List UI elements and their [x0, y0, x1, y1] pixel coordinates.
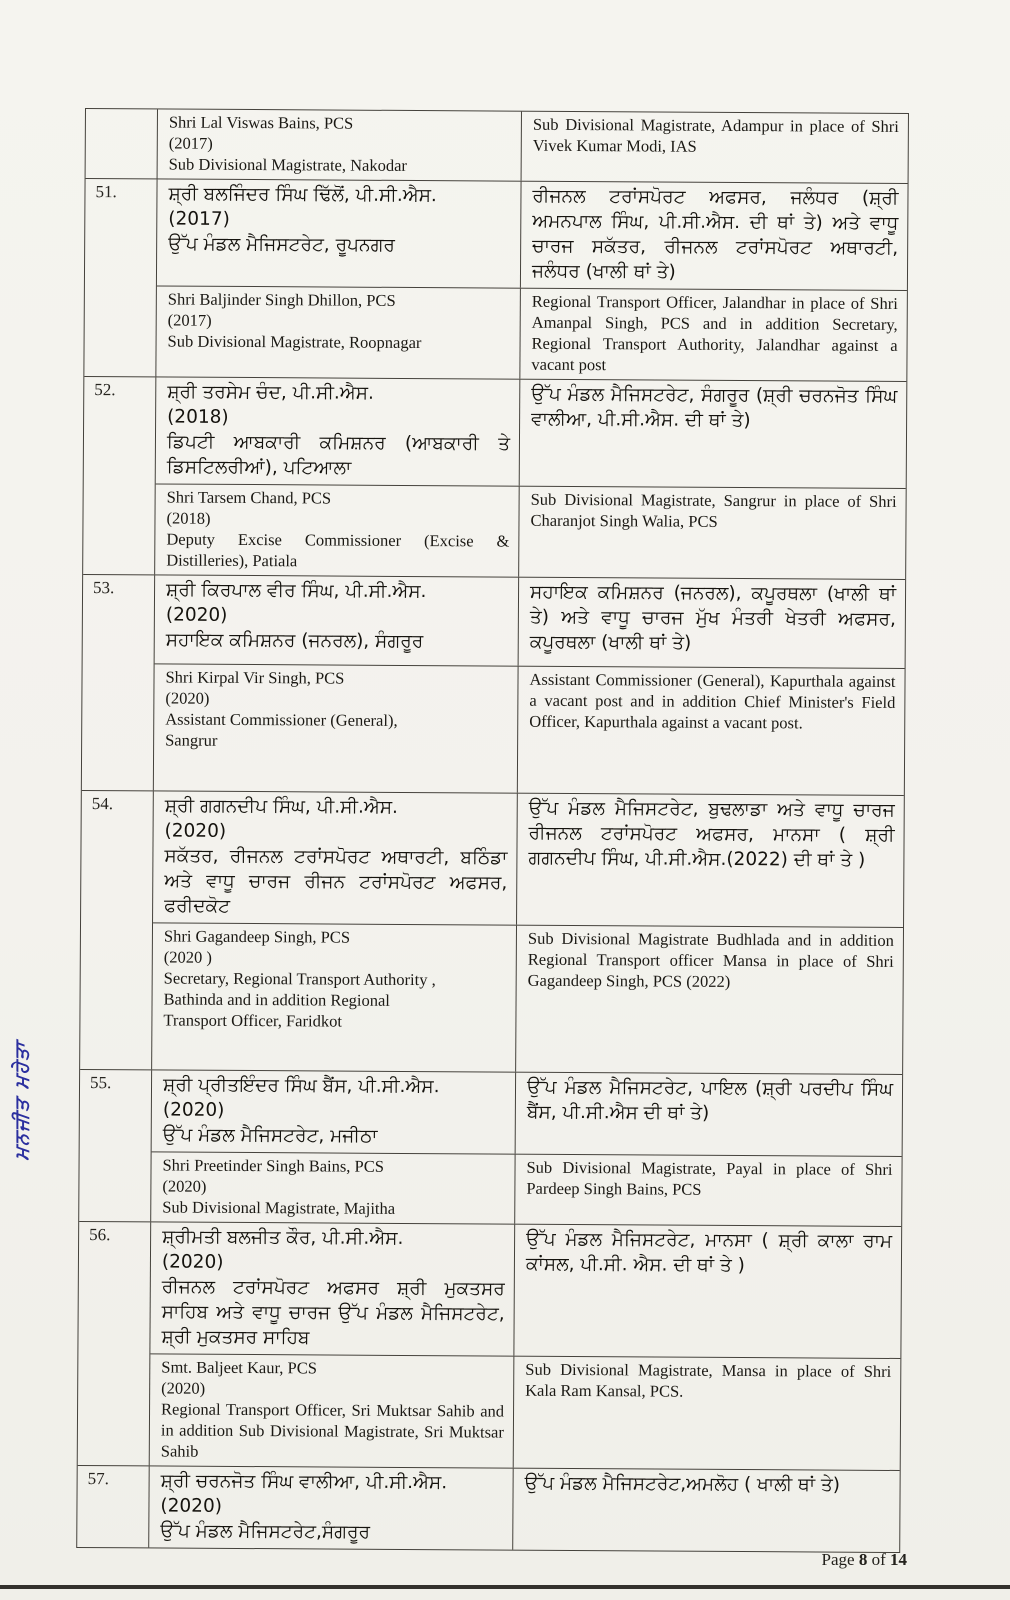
posting-cell-english: Sub Divisional Magistrate, Adampur in place of Shri Vivek Kumar Modi, IAS [532, 114, 899, 156]
posting-cell-punjabi: ਸਹਾਇਕ ਕਮਿਸ਼ਨਰ (ਜਨਰਲ), ਕਪੂਰਥਲਾ (ਖਾਲੀ ਥਾਂ ਤੇ) ਅਤੇ ਵਾਧੂ ਚਾਰਜ ਮੁੱਖ ਮੰਤਰੀ ਖੇਤਰੀ ਅਫਸਰ, ਕਪੂਰਥਲਾ (ਖਾਲੀ ਥਾਂ ਤੇ) [529, 581, 897, 654]
officer-cell-english: Shri Kirpal Vir Singh, PCS (2020) Assistant Commissioner (General), Sangrur [154, 664, 519, 792]
table-row [80, 791, 904, 1075]
posting-cell-english: Sub Divisional Magistrate, Payal in place of Shri Pardeep Singh Bains, PCS [526, 1157, 893, 1199]
officer-cell-english: Shri Gagandeep Singh, PCS (2020 ) Secretary, Regional Transport Authority , Bathinda and in addition Regional Transport Officer, Faridkot [152, 923, 517, 1071]
transfer-orders-table [76, 108, 909, 1553]
table-row [84, 179, 907, 382]
serial-cell: 57. [77, 1466, 149, 1547]
table-row [86, 109, 908, 184]
table-row [83, 377, 906, 580]
serial-cell: 51. [84, 179, 157, 376]
officer-cell-punjabi: ਸ਼੍ਰੀਮਤੀ ਬਲਜੀਤ ਕੌਰ, ਪੀ.ਸੀ.ਐਸ. (2020) ਰੀਜਨਲ ਟਰਾਂਸਪੋਰਟ ਅਫਸਰ ਸ਼੍ਰੀ ਮੁਕਤਸਰ ਸਾਹਿਬ ਅਤੇ ਵਾਧੂ ਚਾਰਜ ਉੱਪ ਮੰਡਲ ਮੈਜਿਸਟਰੇਟ, ਸ਼੍ਰੀ ਮੁਕਤਸਰ ਸਾਹਿਬ [150, 1222, 515, 1355]
table-row [78, 1222, 901, 1471]
bottom-scan-line [0, 1585, 1010, 1589]
officer-cell-english: Shri Baljinder Singh Dhillon, PCS (2017) Sub Divisional Magistrate, Roopnagar [156, 286, 521, 378]
table-row [79, 1070, 902, 1227]
posting-cell-english: Assistant Commissioner (General), Kapurthala against a vacant post and in addition Chief Minister's Field Officer, Kapurthala against a vacant post. [529, 669, 896, 733]
officer-cell-english: Shri Lal Viswas Bains, PCS (2017) Sub Divisional Magistrate, Nakodar [158, 109, 522, 180]
posting-cell-english: Sub Divisional Magistrate, Mansa in place of Shri Kala Ram Kansal, PCS. [525, 1359, 892, 1401]
serial-cell: 54. [80, 791, 154, 1069]
handwritten-margin-note: ਮਨਜੀਤ ਮਹੇਤਾ [11, 1039, 33, 1162]
posting-cell-punjabi: ਰੀਜਨਲ ਟਰਾਂਸਪੋਰਟ ਅਫਸਰ, ਜਲੰਧਰ (ਸ਼੍ਰੀ ਅਮਨਪਾਲ ਸਿੰਘ, ਪੀ.ਸੀ.ਐਸ. ਦੀ ਥਾਂ ਤੇ) ਅਤੇ ਵਾਧੂ ਚਾਰਜ ਸਕੱਤਰ, ਰੀਜਨਲ ਟਰਾਂਸਪੋਰਟ ਅਥਾਰਟੀ, ਜਲੰਧਰ (ਖਾਲੀ ਥਾਂ ਤੇ) [531, 185, 899, 283]
officer-cell-punjabi: ਸ਼੍ਰੀ ਬਲਜਿੰਦਰ ਸਿੰਘ ਢਿੱਲੋਂ, ਪੀ.ਸੀ.ਐਸ. (2017) ਉੱਪ ਮੰਡਲ ਮੈਜਿਸਟਰੇਟ, ਰੂਪਨਗਰ [157, 179, 522, 287]
page-total: 14 [890, 1550, 907, 1569]
page-footer-prefix: Page [821, 1550, 859, 1569]
officer-cell-punjabi: ਸ਼੍ਰੀ ਗਗਨਦੀਪ ਸਿੰਘ, ਪੀ.ਸੀ.ਐਸ. (2020) ਸਕੱਤਰ, ਰੀਜਨਲ ਟਰਾਂਸਪੋਰਟ ਅਥਾਰਟੀ, ਬਠਿੰਡਾ ਅਤੇ ਵਾਧੂ ਚਾਰਜ ਰੀਜਨ ਟਰਾਂਸਪੋਰਟ ਅਫਸਰ, ਫਰੀਦਕੋਟ [153, 791, 518, 924]
serial-cell: 56. [78, 1222, 151, 1465]
serial-cell: 55. [79, 1070, 152, 1221]
posting-cell-english: Regional Transport Officer, Jalandhar in place of Shri Amanpal Singh, PCS and in addition Secretary, Regional Transport Authority, Jalandhar against a vacant post [531, 291, 898, 375]
posting-cell-punjabi: ਉੱਪ ਮੰਡਲ ਮੈਜਿਸਟਰੇਟ, ਬੁਢਲਾਡਾ ਅਤੇ ਵਾਧੂ ਚਾਰਜ ਰੀਜਨਲ ਟਰਾਂਸਪੋਰਟ ਅਫਸਰ, ਮਾਨਸਾ ( ਸ਼੍ਰੀ ਗਗਨਦੀਪ ਸਿੰਘ, ਪੀ.ਸੀ.ਐਸ.(2022) ਦੀ ਥਾਂ ਤੇ ) [528, 797, 895, 871]
table-row [82, 575, 905, 796]
posting-cell-english: Sub Divisional Magistrate, Sangrur in place of Shri Charanjot Singh Walia, PCS [530, 489, 897, 531]
officer-cell-punjabi: ਸ਼੍ਰੀ ਪ੍ਰੀਤਇੰਦਰ ਸਿੰਘ ਬੈਂਸ, ਪੀ.ਸੀ.ਐਸ. (2020) ਉੱਪ ਮੰਡਲ ਮੈਜਿਸਟਰੇਟ, ਮਜੀਠਾ [152, 1070, 516, 1153]
serial-cell: 52. [83, 377, 156, 574]
page-footer-of: of [867, 1550, 890, 1569]
page-footer [822, 1550, 907, 1570]
officer-cell-english: Shri Tarsem Chand, PCS (2018) Deputy Excise Commissioner (Excise & Distilleries), Patiala [155, 484, 520, 576]
posting-cell-punjabi: ਉੱਪ ਮੰਡਲ ਮੈਜਿਸਟਰੇਟ,ਅਮਲੋਹ ( ਖਾਲੀ ਥਾਂ ਤੇ) [524, 1472, 841, 1496]
posting-cell-punjabi: ਉੱਪ ਮੰਡਲ ਮੈਜਿਸਟਰੇਟ, ਪਾਇਲ (ਸ਼੍ਰੀ ਪਰਦੀਪ ਸਿੰਘ ਬੈਂਸ, ਪੀ.ਸੀ.ਐਸ ਦੀ ਥਾਂ ਤੇ) [526, 1076, 894, 1124]
officer-cell-punjabi: ਸ਼੍ਰੀ ਕਿਰਪਾਲ ਵੀਰ ਸਿੰਘ, ਪੀ.ਸੀ.ਐਸ. (2020) ਸਹਾਇਕ ਕਮਿਸ਼ਨਰ (ਜਨਰਲ), ਸੰਗਰੂਰ [155, 575, 520, 665]
officer-cell-punjabi: ਸ਼੍ਰੀ ਚਰਨਜੋਤ ਸਿੰਘ ਵਾਲੀਆ, ਪੀ.ਸੀ.ਐਸ. (2020) ਉੱਪ ਮੰਡਲ ਮੈਜਿਸਟਰੇਟ,ਸੰਗਰੂਰ [149, 1466, 513, 1549]
serial-cell: 53. [82, 575, 155, 790]
posting-cell-english: Sub Divisional Magistrate Budhlada and in addition Regional Transport officer Mansa in place of Shri Gagandeep Singh, PCS (2022) [527, 928, 894, 991]
officer-cell-punjabi: ਸ਼੍ਰੀ ਤਰਸੇਮ ਚੰਦ, ਪੀ.ਸੀ.ਐਸ. (2018) ਡਿਪਟੀ ਆਬਕਾਰੀ ਕਮਿਸ਼ਨਰ (ਆਬਕਾਰੀ ਤੇ ਡਿਸਟਿਲਰੀਆਂ), ਪਟਿਆਲਾ [156, 377, 521, 485]
officer-cell-english: Shri Preetinder Singh Bains, PCS (2020) Sub Divisional Magistrate, Majitha [151, 1152, 515, 1223]
officer-cell-english: Smt. Baljeet Kaur, PCS (2020) Regional Transport Officer, Sri Muktsar Sahib and in addition Sub Divisional Magistrate, Sri Muktsar Sahib [150, 1354, 515, 1467]
posting-cell-punjabi: ਉੱਪ ਮੰਡਲ ਮੈਜਿਸਟਰੇਟ, ਸੰਗਰੂਰ (ਸ਼੍ਰੀ ਚਰਨਜੋਤ ਸਿੰਘ ਵਾਲੀਆ, ਪੀ.ਸੀ.ਐਸ. ਦੀ ਥਾਂ ਤੇ) [531, 383, 898, 432]
table-row [77, 1466, 899, 1552]
serial-cell [86, 109, 158, 178]
posting-cell-punjabi: ਉੱਪ ਮੰਡਲ ਮੈਜਿਸਟਰੇਟ, ਮਾਨਸਾ ( ਸ਼੍ਰੀ ਕਾਲਾ ਰਾਮ ਕਾਂਸਲ, ਪੀ.ਸੀ. ਐਸ. ਦੀ ਥਾਂ ਤੇ ) [525, 1228, 893, 1277]
page-number: 8 [858, 1550, 868, 1569]
